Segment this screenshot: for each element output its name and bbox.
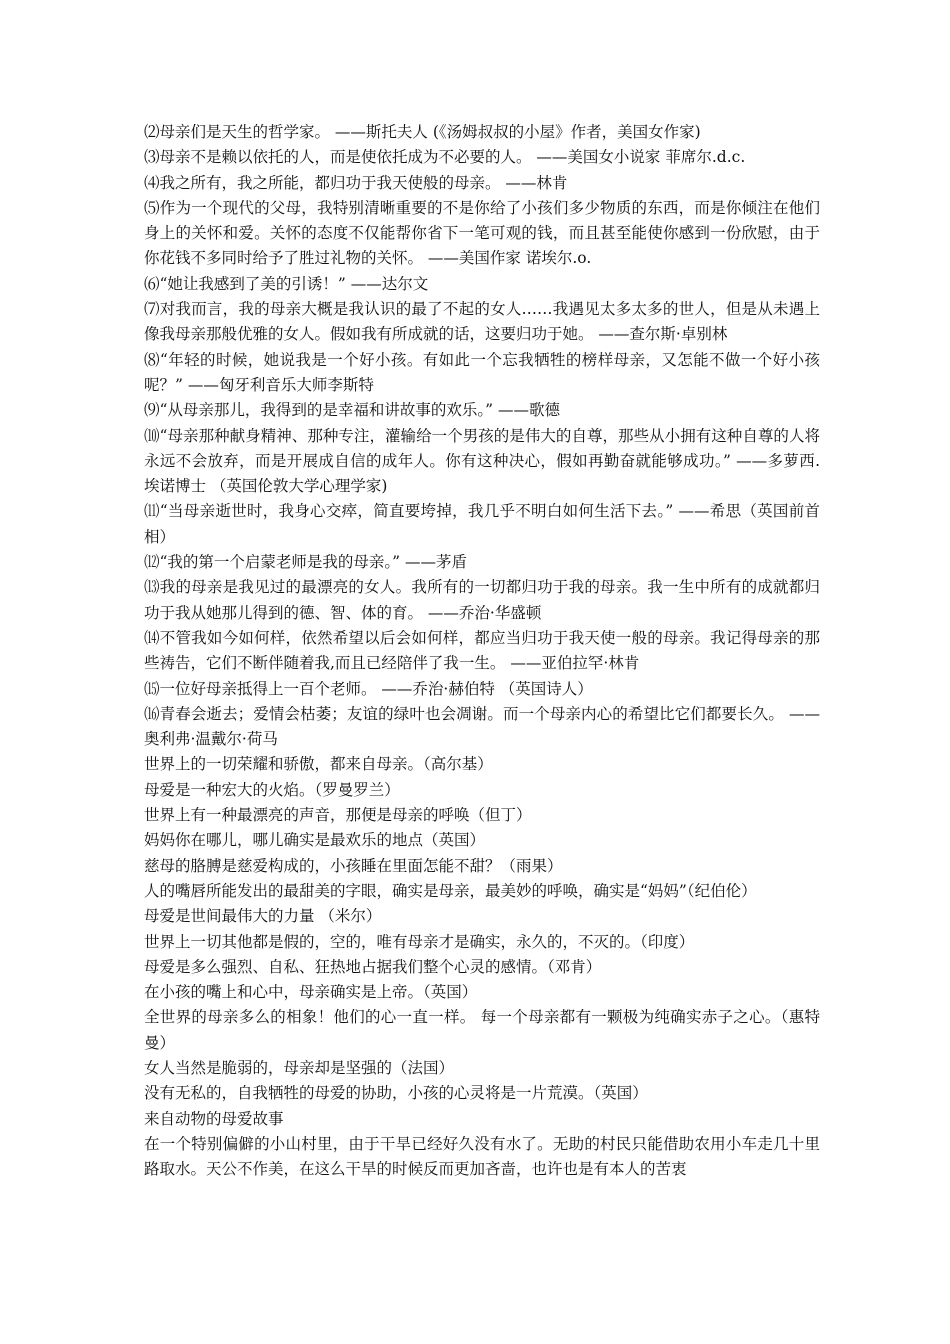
quote-paragraph: 没有无私的，自我牺牲的母爱的协助，小孩的心灵将是一片荒漠。（英国） [144, 1084, 648, 1103]
quote-paragraph: 母爱是一种宏大的火焰。（罗曼罗兰） [144, 780, 400, 799]
quote-paragraph: ⒀我的母亲是我见过的最漂亮的女人。我所有的一切都归功于我的母亲。我一生中所有的成就都归功于我从她那儿得到的德、智、体的育。 ——乔治·华盛顿 [144, 578, 820, 622]
quote-paragraph: ⑿“我的第一个启蒙老师是我的母亲。” ——茅盾 [144, 553, 468, 572]
quote-paragraph: ⒂一位好母亲抵得上一百个老师。 ——乔治·赫伯特 （英国诗人） [144, 679, 593, 698]
quote-paragraph: ⑾“当母亲逝世时，我身心交瘁，简直要垮掉，我几乎不明白如何生活下去。” ——希思（英国前首相） [144, 502, 820, 546]
document-page [144, 120, 820, 1182]
quote-paragraph: ⑵母亲们是天生的哲学家。 ——斯托夫人 (《汤姆叔叔的小屋》作者，美国女作家) [144, 123, 701, 141]
quote-paragraph: 母爱是多么强烈、自私、狂热地占据我们整个心灵的感情。（邓肯） [144, 957, 602, 976]
section-heading: 来自动物的母爱故事 [144, 1109, 284, 1128]
quote-paragraph: 慈母的胳膊是慈爱构成的，小孩睡在里面怎能不甜？（雨果） [144, 856, 563, 875]
quote-paragraph: ⑹“她让我感到了美的引诱！” ——达尔文 [144, 274, 429, 293]
quote-paragraph: 妈妈你在哪儿，哪儿确实是最欢乐的地点（英国） [144, 831, 486, 850]
quote-paragraph: 女人当然是脆弱的，母亲却是坚强的（法国） [144, 1058, 455, 1077]
quote-paragraph: ⑼“从母亲那儿，我得到的是幸福和讲故事的欢乐。” ——歌德 [144, 401, 561, 420]
story-paragraph: 在一个特别偏僻的小山村里，由于干旱已经好久没有水了。无助的村民只能借助农用小车走几十里路取水。天公不作美，在这么干旱的时候反而更加吝啬，也许也是有本人的苦衷 [144, 1134, 820, 1179]
quote-paragraph: ⑷我之所有，我之所能，都归功于我天使般的母亲。 ——林肯 [144, 173, 568, 192]
quote-paragraph: 母爱是世间最伟大的力量 （米尔） [144, 907, 382, 926]
quote-paragraph: ⑽“母亲那种献身精神、那种专注，灌输给一个男孩的是伟大的自尊，那些从小拥有这种自尊的人将永远不会放弃，而是开展成自信的成年人。你有这种决心，假如再勤奋就能够成功。” ——多萝西.埃诺博士 （英国伦敦大学心理学家) [144, 426, 820, 496]
quote-paragraph: ⒁不管我如今如何样，依然希望以后会如何样，都应当归功于我天使一般的母亲。我记得母亲的那些祷告，它们不断伴随着我,而且已经陪伴了我一生。 ——亚伯拉罕·林肯 [144, 628, 820, 673]
quote-paragraph: 在小孩的嘴上和心中，母亲确实是上帝。（英国） [144, 983, 478, 1002]
quote-paragraph: ⑺对我而言，我的母亲大概是我认识的最了不起的女人……我遇见太多太多的世人，但是从未遇上像我母亲那般优雅的女人。假如我有所成就的话，这要归功于她。 ——查尔斯·卓别林 [144, 300, 820, 344]
quote-paragraph: 世界上有一种最漂亮的声音，那便是母亲的呼唤（但丁） [144, 806, 532, 825]
quote-paragraph: 全世界的母亲多么的相象！他们的心一直一样。 每一个母亲都有一颗极为纯确实赤子之心。（惠特曼） [144, 1008, 820, 1052]
quote-paragraph: ⑸作为一个现代的父母，我特别清晰重要的不是你给了小孩们多少物质的东西，而是你倾注在他们身上的关怀和爱。关怀的态度不仅能帮你省下一笔可观的钱，而且甚至能使你感到一份欣慰，由于你花钱不多同时给予了胜过礼物的关怀。 ——美国作家 诺埃尔.o. [144, 198, 820, 268]
quote-paragraph: ⒃青春会逝去；爱情会枯萎；友谊的绿叶也会凋谢。而一个母亲内心的希望比它们都要长久。 ——奥利弗·温戴尔·荷马 [144, 704, 820, 749]
quote-paragraph: 人的嘴唇所能发出的最甜美的字眼，确实是母亲，最美妙的呼唤，确实是“妈妈”（纪伯伦） [144, 881, 757, 900]
quote-paragraph: 世界上一切其他都是假的，空的，唯有母亲才是确实，永久的，不灭的。（印度） [144, 932, 695, 951]
quote-paragraph: ⑻“年轻的时候，她说我是一个好小孩。有如此一个忘我牺牲的榜样母亲，又怎能不做一个好小孩呢？” ——匈牙利音乐大师李斯特 [144, 350, 820, 394]
quote-paragraph: ⑶母亲不是赖以依托的人，而是使依托成为不必要的人。 ——美国女小说家 菲席尔.d.c. [144, 148, 746, 167]
quote-paragraph: 世界上的一切荣耀和骄傲，都来自母亲。（高尔基） [144, 755, 493, 774]
